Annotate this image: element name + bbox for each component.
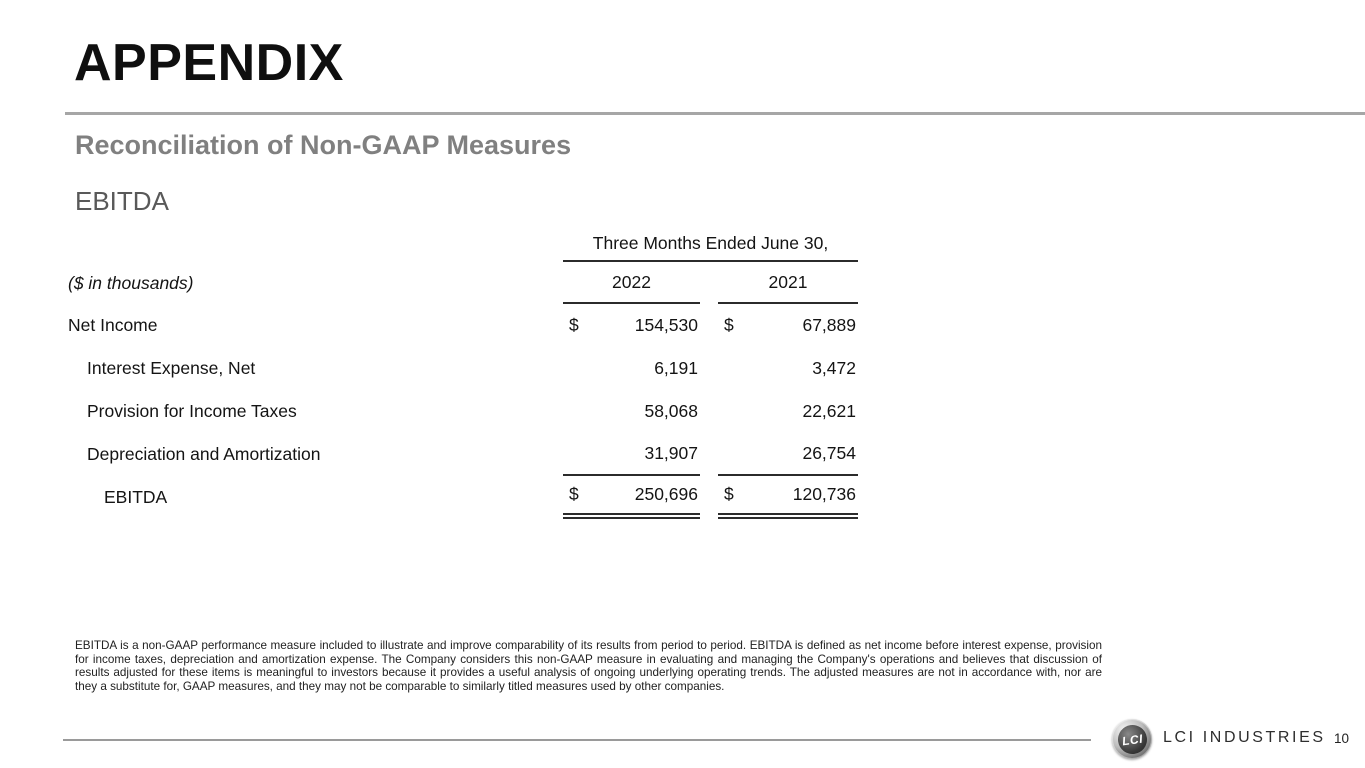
row-label: Net Income <box>68 315 158 335</box>
row-label: EBITDA <box>104 487 168 507</box>
table-row <box>68 433 858 476</box>
value-cell-2022 <box>563 476 700 519</box>
value-cell-2021 <box>718 304 858 347</box>
value-cell-2022 <box>563 347 700 390</box>
currency-symbol: $ <box>724 315 734 335</box>
ebitda-table <box>68 226 858 519</box>
column-header-2021: 2021 <box>718 262 858 304</box>
footer-divider <box>63 739 1091 741</box>
period-header: Three Months Ended June 30, <box>563 226 858 262</box>
column-gap <box>700 433 718 476</box>
table-row <box>68 476 858 519</box>
currency-symbol: $ <box>724 484 734 504</box>
brand-wordmark: LCI INDUSTRIES <box>1163 729 1326 746</box>
lci-logo-monogram: LCI <box>1116 723 1149 756</box>
value-cell-2021 <box>718 433 858 476</box>
column-gap <box>700 262 718 304</box>
value-number: 26,754 <box>802 443 856 463</box>
currency-symbol: $ <box>569 484 579 504</box>
value-number: 22,621 <box>802 401 856 421</box>
row-label: Depreciation and Amortization <box>87 444 321 464</box>
table-rows <box>68 304 858 519</box>
value-cell-2021 <box>718 347 858 390</box>
value-cell-2022 <box>563 304 700 347</box>
column-gap <box>700 304 718 347</box>
period-header-row <box>68 226 858 262</box>
column-gap <box>700 476 718 519</box>
value-number: 3,472 <box>812 358 856 378</box>
value-cell-2022 <box>563 433 700 476</box>
value-number: 31,907 <box>644 443 698 463</box>
table-row <box>68 304 858 347</box>
row-label: Provision for Income Taxes <box>87 401 297 421</box>
slide-subtitle: Reconciliation of Non-GAAP Measures <box>75 130 572 160</box>
value-number: 250,696 <box>634 484 698 504</box>
value-number: 6,191 <box>654 358 698 378</box>
column-gap <box>700 390 718 433</box>
row-label: Interest Expense, Net <box>87 358 256 378</box>
value-number: 58,068 <box>644 401 698 421</box>
table-row <box>68 347 858 390</box>
value-number: 67,889 <box>802 315 856 335</box>
table-row <box>68 390 858 433</box>
section-heading: EBITDA <box>75 186 169 216</box>
footnote: EBITDA is a non-GAAP performance measure included to illustrate and improve comparability of its results from period to period. EBITDA is defined as net income before interest expense, provision for income taxes, depreciation and amortization expense. The Company considers this non-GAAP measure in evaluating and managing the Company's operations and believes that discussion of results adjusted for these items is meaningful to investors because it provides a useful analysis of ongoing underlying operating trends. The adjusted measures are not in accordance with, nor are they a substitute for, GAAP measures, and they may not be comparable to similarly titled measures used by other companies. <box>75 639 1102 693</box>
lci-logo-icon <box>1112 719 1152 759</box>
value-cell-2021 <box>718 390 858 433</box>
value-number: 120,736 <box>792 484 856 504</box>
column-header-2022: 2022 <box>563 262 700 304</box>
column-gap <box>700 347 718 390</box>
spacer-cell <box>68 226 563 262</box>
currency-symbol: $ <box>569 315 579 335</box>
page-number: 10 <box>1334 731 1350 746</box>
year-header-row <box>68 262 858 304</box>
value-number: 154,530 <box>634 315 698 335</box>
title-divider <box>65 112 1365 115</box>
units-label: ($ in thousands) <box>68 272 194 293</box>
value-cell-2022 <box>563 390 700 433</box>
page-title: APPENDIX <box>74 34 344 92</box>
value-cell-2021 <box>718 476 858 519</box>
